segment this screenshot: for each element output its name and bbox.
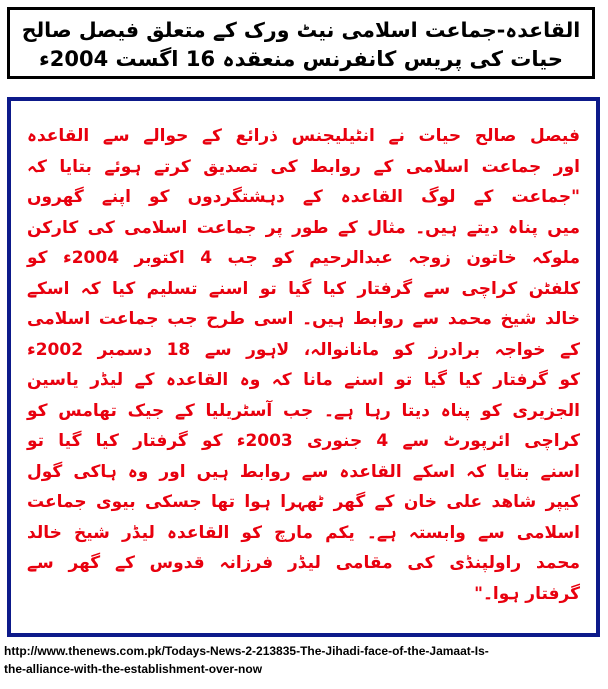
quote-line: "جماعت کے لوگ القاعدہ کے دہشتگردوں کو اپنے گھروں [27, 187, 580, 207]
quote-box [7, 97, 600, 637]
quote-line: محمد راولپنڈی کی مقامی لیڈر فرزانہ قدوس کے گھر سے [27, 553, 580, 573]
quote-line: کو گرفتار کیا گیا تو اسنے مانا کہ وہ القاعدہ کے لیڈر یاسین [27, 370, 580, 390]
source-url [4, 642, 604, 678]
title-line-1: القاعدہ-جماعت اسلامی نیٹ ورک کے متعلق فیصل صالح [21, 18, 581, 42]
quote-line: اسلامی سے وابستہ ہے۔ یکم مارچ کو القاعدہ لیڈر شیخ خالد [27, 522, 580, 543]
quote-line: خالد شیخ محمد سے روابط ہیں۔ اسی طرح جب جماعت اسلامی [27, 309, 580, 329]
quote-line: اسنے بتایا کہ اسکے القاعدہ سے روابط ہیں اور وہ ہاکی گول [27, 461, 580, 482]
source-url-line-1: http://www.thenews.com.pk/Todays-News-2-213835-The-Jihadi-face-of-the-Jamaat-Is- [4, 644, 489, 658]
quote-line: فیصل صالح حیات نے انٹیلیجنس ذرائع کے حوالے سے القاعدہ [27, 126, 580, 146]
quote-line: الجزیری کو پناہ دیتا رہا ہے۔ جب آسٹریلیا کے جیک تھامس کو [27, 400, 580, 421]
title-line-2: حیات کی پریس کانفرنس منعقدہ 16 اگست 2004ء [38, 47, 563, 71]
quote-line: کیپر شاھد علی خان کے گھر ٹھہرا ہوا تھا جسکی بیوی جماعت [27, 492, 580, 512]
source-url-line-2: the-alliance-with-the-establishment-over-now [4, 662, 263, 676]
title-box [7, 7, 595, 79]
quote-line: گرفتار ہوا۔" [474, 583, 580, 604]
quote-line: میں پناہ دیتے ہیں۔ مثال کے طور پر جماعت اسلامی کی کارکن [27, 217, 580, 238]
quote-line: کراچی ائرپورٹ سے 4 جنوری 2003ء کو گرفتار کیا گیا تو [27, 431, 580, 451]
quote-line: ملوکہ خاتون زوجہ عبدالرحیم کو جب 4 اکتوبر 2004ء کو [27, 248, 580, 268]
quote-line: کے خواجہ برادرز کو مانانوالہ، لاہور سے 18 دسمبر 2002ء [27, 339, 580, 360]
quote-line: اور جماعت اسلامی کے روابط کی تصدیق کرتے ہوئے بتایا کہ [27, 156, 580, 177]
quote-line: کلفٹن کراچی سے گرفتار کیا گیا تو اسنے تسلیم کیا کہ اسکے [27, 278, 580, 299]
